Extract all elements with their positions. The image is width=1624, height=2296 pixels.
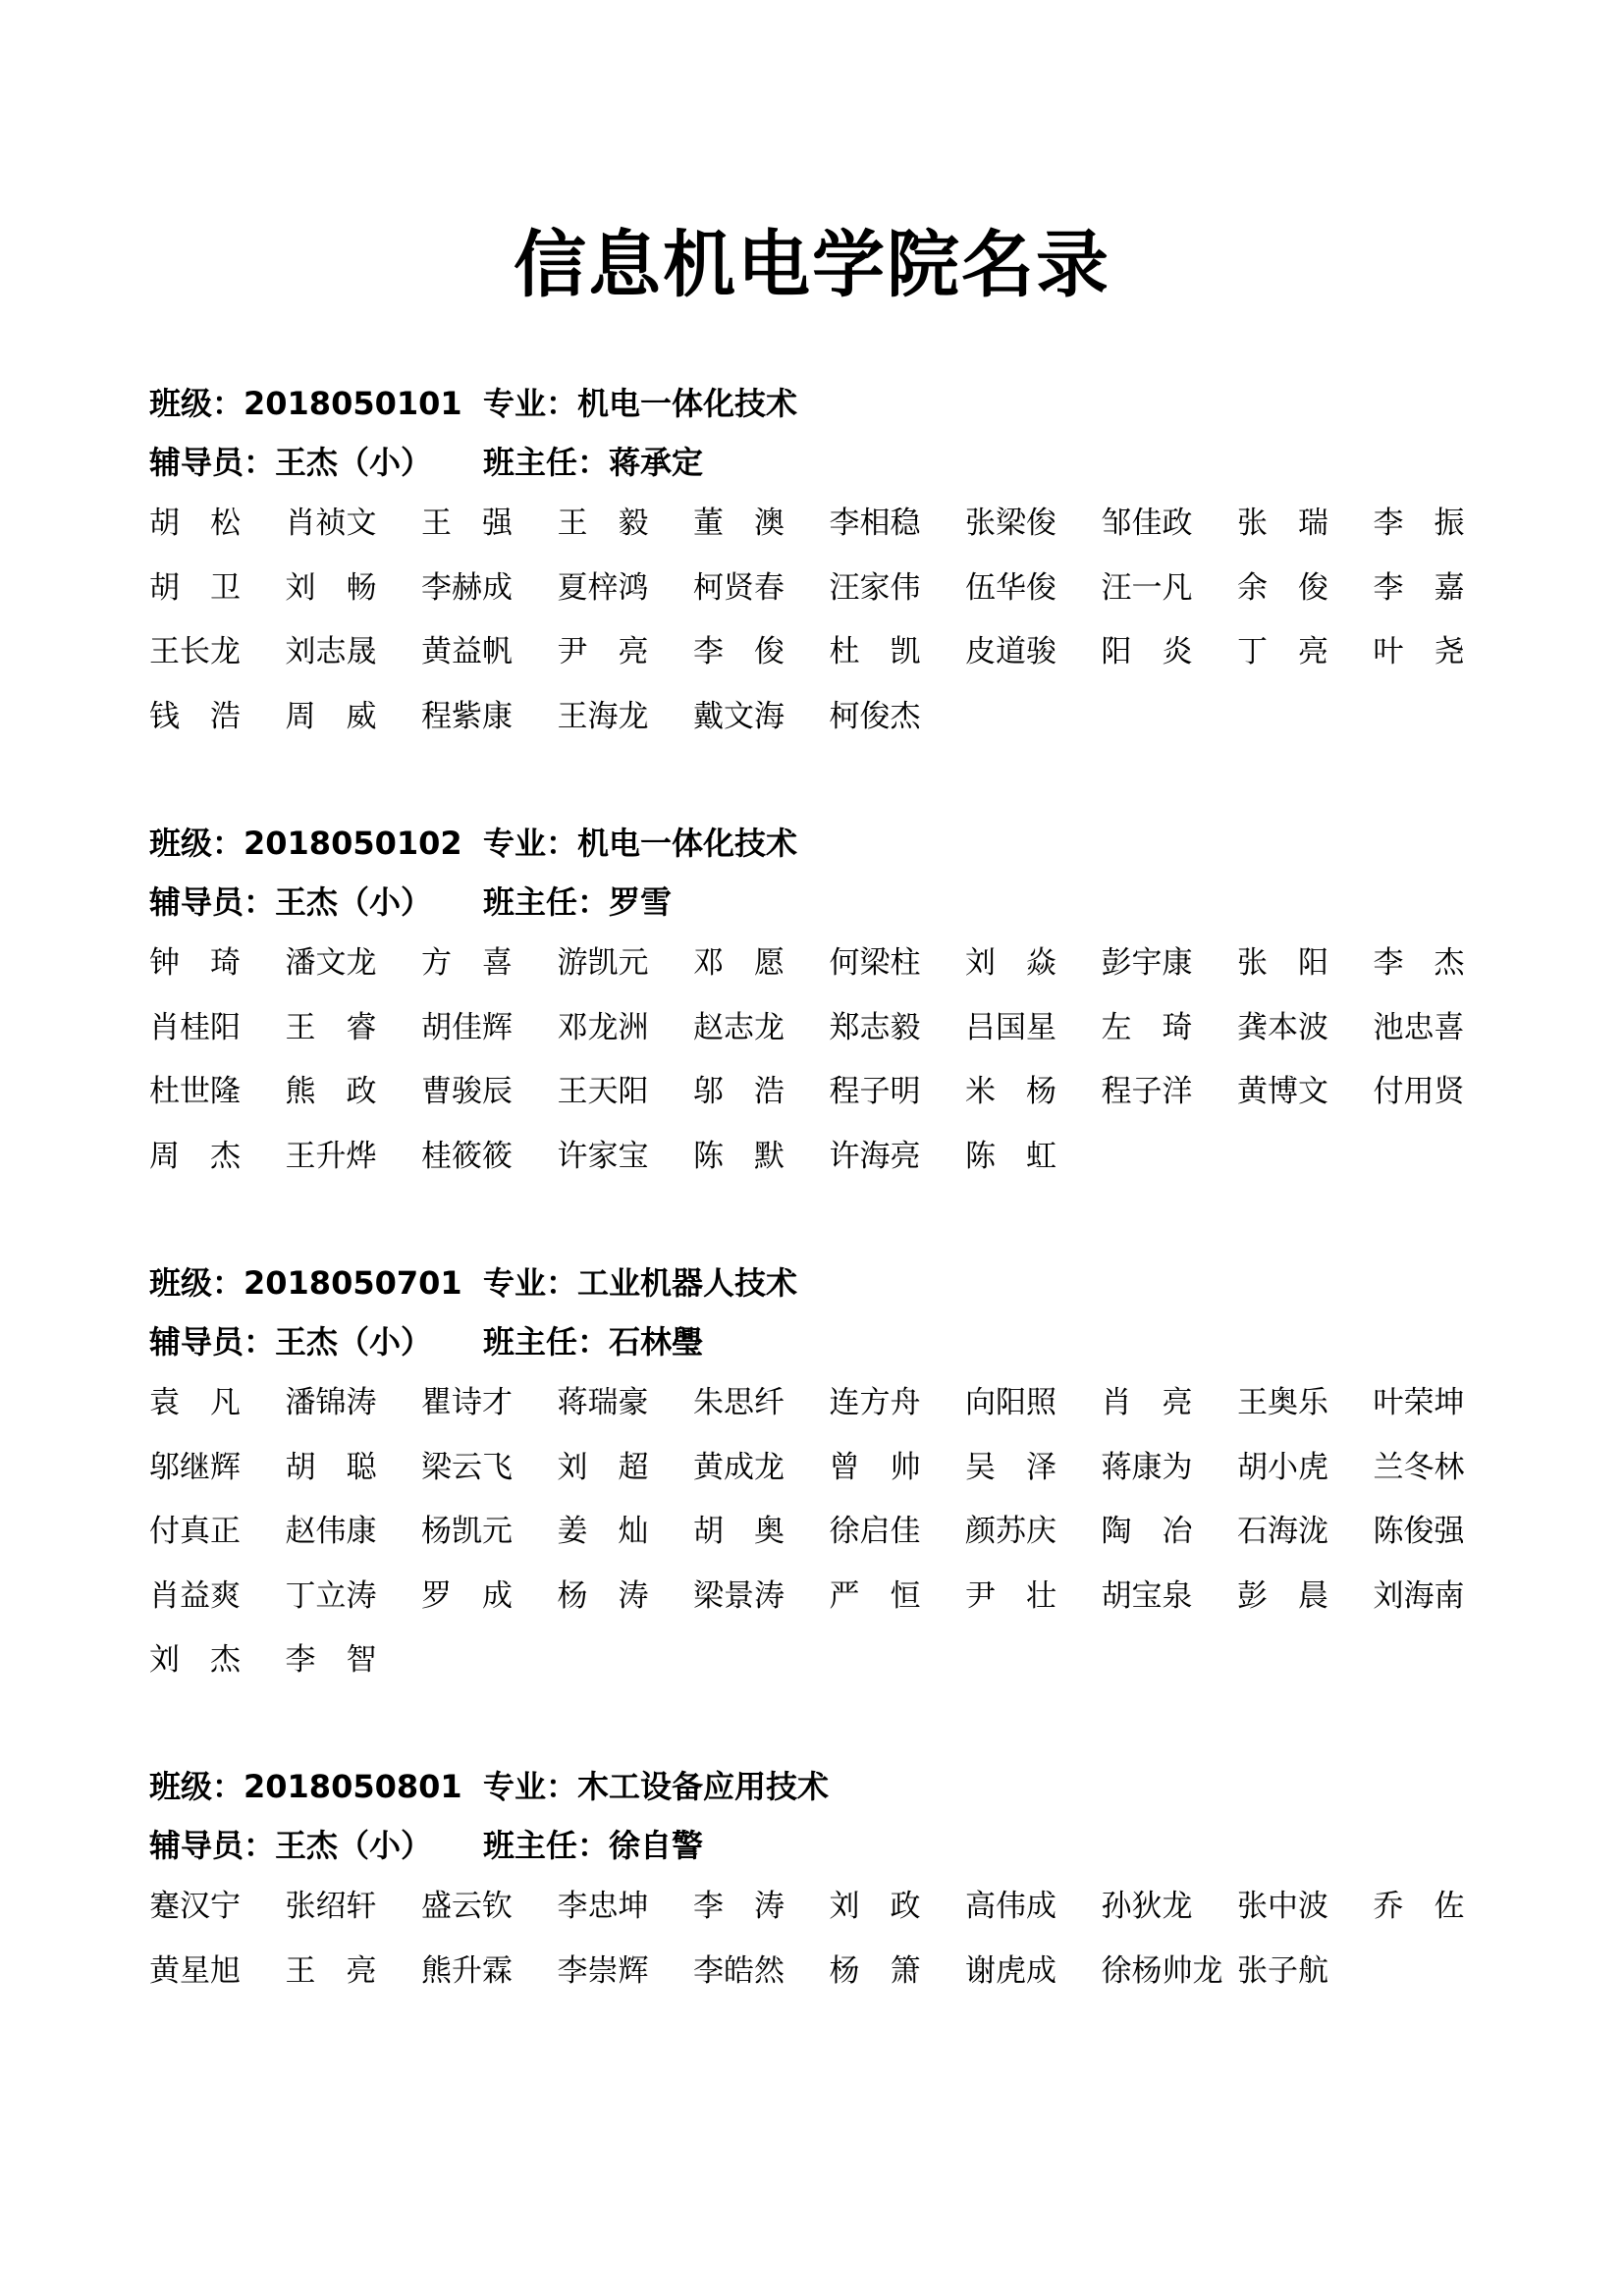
student-name: 刘 焱	[965, 945, 1056, 981]
student-name: 邬继辉	[149, 1449, 241, 1485]
student-name: 尹 壮	[965, 1577, 1056, 1614]
student-name: 李 智	[285, 1642, 377, 1678]
student-name: 尹 亮	[557, 634, 649, 669]
class-section-2018050102	[149, 821, 1485, 1198]
student-name: 兰冬林	[1373, 1449, 1465, 1485]
student-name: 叶荣坤	[1373, 1385, 1465, 1420]
class-section-2018050701	[149, 1260, 1485, 1702]
student-name: 张梁俊	[965, 506, 1056, 541]
student-name: 李 杰	[1373, 945, 1465, 981]
student-name: 连方舟	[829, 1385, 921, 1420]
student-name-list	[149, 1884, 1485, 2012]
counselor-name: 辅导员：王杰（小）	[149, 1323, 433, 1361]
student-name: 肖桂阳	[149, 1009, 241, 1045]
student-name: 吕国星	[965, 1009, 1056, 1045]
student-name: 严 恒	[829, 1577, 921, 1614]
head-teacher-name: 班主任：石林璺	[483, 1323, 704, 1361]
student-name: 陈俊强	[1373, 1514, 1465, 1549]
student-name: 杨凯元	[421, 1514, 513, 1549]
student-name: 夏梓鸿	[557, 569, 649, 606]
student-name: 王 亮	[285, 1952, 377, 1989]
class-number: 班级：2018050102	[149, 825, 462, 862]
major-name: 专业：机电一体化技术	[483, 385, 798, 422]
student-name: 方 喜	[421, 945, 513, 981]
student-name: 程子洋	[1101, 1074, 1193, 1109]
class-section-2018050101	[149, 381, 1485, 758]
student-name: 邓 愿	[693, 945, 785, 981]
student-name: 张 阳	[1237, 945, 1328, 981]
student-name: 米 杨	[965, 1074, 1056, 1109]
student-name: 胡 松	[149, 506, 241, 541]
student-name: 李 涛	[693, 1889, 785, 1924]
student-name: 朱思纤	[693, 1385, 785, 1420]
student-name: 戴文海	[693, 698, 785, 734]
student-name: 李相稳	[829, 506, 921, 541]
student-name: 胡小虎	[1237, 1449, 1328, 1485]
student-name: 钱 浩	[149, 698, 241, 734]
student-name: 李 俊	[693, 634, 785, 669]
student-name: 石海泷	[1237, 1514, 1328, 1549]
student-name: 肖益爽	[149, 1577, 241, 1614]
student-name: 桂筱筱	[421, 1138, 513, 1174]
student-name: 杜世隆	[149, 1074, 241, 1109]
student-name: 邓龙洲	[557, 1009, 649, 1045]
class-info-line	[149, 1260, 1485, 1319]
student-name: 罗 成	[421, 1577, 513, 1614]
student-name: 柯俊杰	[829, 698, 921, 734]
student-name-list	[149, 940, 1485, 1198]
student-name: 胡 奥	[693, 1514, 785, 1549]
student-name: 程子明	[829, 1074, 921, 1109]
student-name: 姜 灿	[557, 1514, 649, 1549]
student-name: 蒋康为	[1101, 1449, 1193, 1485]
student-name: 胡宝泉	[1101, 1577, 1193, 1614]
student-name: 何梁柱	[829, 945, 921, 981]
student-name: 王 毅	[557, 506, 649, 541]
page-title: 信息机电学院名录	[514, 223, 1110, 307]
class-number: 班级：2018050101	[149, 385, 462, 422]
major-name: 专业：机电一体化技术	[483, 825, 798, 862]
class-number: 班级：2018050801	[149, 1768, 462, 1805]
student-name: 丁立涛	[285, 1577, 377, 1614]
student-name: 刘 政	[829, 1889, 921, 1924]
student-name: 张 瑞	[1237, 506, 1328, 541]
student-name: 杜 凯	[829, 634, 921, 669]
student-name: 李 振	[1373, 506, 1465, 541]
student-name: 谢虎成	[965, 1952, 1056, 1989]
student-name: 周 威	[285, 698, 377, 734]
staff-info-line	[149, 880, 1485, 938]
student-name: 李皓然	[693, 1952, 785, 1989]
student-name: 盛云钦	[421, 1889, 513, 1924]
student-name: 梁云飞	[421, 1449, 513, 1485]
student-name: 肖祯文	[285, 506, 377, 541]
student-name: 汪一凡	[1101, 569, 1193, 606]
student-name: 曹骏辰	[421, 1074, 513, 1109]
student-name: 阳 炎	[1101, 634, 1193, 669]
student-name: 刘志晟	[285, 634, 377, 669]
student-name: 黄成龙	[693, 1449, 785, 1485]
student-name: 徐启佳	[829, 1514, 921, 1549]
student-name: 陈 默	[693, 1138, 785, 1174]
class-section-2018050801	[149, 1764, 1485, 2012]
student-name: 张绍轩	[285, 1889, 377, 1924]
student-name: 周 杰	[149, 1138, 241, 1174]
student-name: 潘锦涛	[285, 1385, 377, 1420]
student-name: 董 澳	[693, 506, 785, 541]
student-name: 郑志毅	[829, 1009, 921, 1045]
student-name: 李赫成	[421, 569, 513, 606]
student-name: 杨 箫	[829, 1952, 921, 1989]
student-name: 皮道骏	[965, 634, 1056, 669]
class-number: 班级：2018050701	[149, 1264, 462, 1302]
student-name: 熊升霖	[421, 1952, 513, 1989]
student-name: 彭 晨	[1237, 1577, 1328, 1614]
student-name: 刘海南	[1373, 1577, 1465, 1614]
student-name: 刘 杰	[149, 1642, 241, 1678]
student-name: 丁 亮	[1237, 634, 1328, 669]
student-name: 柯贤春	[693, 569, 785, 606]
student-name: 余 俊	[1237, 569, 1328, 606]
student-name: 高伟成	[965, 1889, 1056, 1924]
student-name: 黄博文	[1237, 1074, 1328, 1109]
student-name: 蹇汉宁	[149, 1889, 241, 1924]
student-name: 赵志龙	[693, 1009, 785, 1045]
student-name: 潘文龙	[285, 945, 377, 981]
student-name: 邹佳政	[1101, 506, 1193, 541]
student-name: 蒋瑞豪	[557, 1385, 649, 1420]
student-name: 王 强	[421, 506, 513, 541]
student-name: 陈 虹	[965, 1138, 1056, 1174]
student-name: 胡 聪	[285, 1449, 377, 1485]
staff-info-line	[149, 1823, 1485, 1882]
student-name: 吴 泽	[965, 1449, 1056, 1485]
counselor-name: 辅导员：王杰（小）	[149, 444, 433, 481]
student-name: 杨 涛	[557, 1577, 649, 1614]
class-info-line	[149, 821, 1485, 880]
student-name: 许家宝	[557, 1138, 649, 1174]
student-name: 王天阳	[557, 1074, 649, 1109]
class-info-line	[149, 381, 1485, 440]
staff-info-line	[149, 1319, 1485, 1378]
student-name: 熊 政	[285, 1074, 377, 1109]
student-name: 李 嘉	[1373, 569, 1465, 606]
student-name: 邬 浩	[693, 1074, 785, 1109]
student-name: 许海亮	[829, 1138, 921, 1174]
student-name: 钟 琦	[149, 945, 241, 981]
student-name: 游凯元	[557, 945, 649, 981]
class-info-line	[149, 1764, 1485, 1823]
major-name: 专业：木工设备应用技术	[483, 1768, 830, 1805]
student-name: 乔 佐	[1373, 1889, 1465, 1924]
staff-info-line	[149, 440, 1485, 499]
student-name: 胡佳辉	[421, 1009, 513, 1045]
student-name: 黄星旭	[149, 1952, 241, 1989]
student-name: 向阳照	[965, 1385, 1056, 1420]
student-name: 叶 尧	[1373, 634, 1465, 669]
student-name: 张子航	[1237, 1952, 1328, 1989]
student-name-list	[149, 1380, 1485, 1702]
student-name: 袁 凡	[149, 1385, 241, 1420]
student-name: 刘 超	[557, 1449, 649, 1485]
student-name: 伍华俊	[965, 569, 1056, 606]
student-name: 付真正	[149, 1514, 241, 1549]
student-name-list	[149, 501, 1485, 758]
student-name: 张中波	[1237, 1889, 1328, 1924]
student-name: 梁景涛	[693, 1577, 785, 1614]
counselor-name: 辅导员：王杰（小）	[149, 883, 433, 921]
student-name: 颜苏庆	[965, 1514, 1056, 1549]
student-name: 曾 帅	[829, 1449, 921, 1485]
student-name: 付用贤	[1373, 1074, 1465, 1109]
student-name: 瞿诗才	[421, 1385, 513, 1420]
head-teacher-name: 班主任：蒋承定	[483, 444, 704, 481]
student-name: 王长龙	[149, 634, 241, 669]
student-name: 龚本波	[1237, 1009, 1328, 1045]
head-teacher-name: 班主任：徐自警	[483, 1827, 704, 1864]
head-teacher-name: 班主任：罗雪	[483, 883, 673, 921]
student-name: 黄益帆	[421, 634, 513, 669]
student-name: 陶 冶	[1101, 1514, 1193, 1549]
student-name: 王奥乐	[1237, 1385, 1328, 1420]
counselor-name: 辅导员：王杰（小）	[149, 1827, 433, 1864]
student-name: 徐杨帅龙	[1101, 1952, 1223, 1989]
student-name: 李忠坤	[557, 1889, 649, 1924]
student-name: 王海龙	[557, 698, 649, 734]
student-name: 刘 畅	[285, 569, 377, 606]
student-name: 池忠喜	[1373, 1009, 1465, 1045]
student-name: 胡 卫	[149, 569, 241, 606]
student-name: 汪家伟	[829, 569, 921, 606]
student-name: 赵伟康	[285, 1514, 377, 1549]
major-name: 专业：工业机器人技术	[483, 1264, 798, 1302]
student-name: 李崇辉	[557, 1952, 649, 1989]
student-name: 孙狄龙	[1101, 1889, 1193, 1924]
student-name: 左 琦	[1101, 1009, 1193, 1045]
student-name: 王升烨	[285, 1138, 377, 1174]
student-name: 程紫康	[421, 698, 513, 734]
student-name: 肖 亮	[1101, 1385, 1193, 1420]
student-name: 彭宇康	[1101, 945, 1193, 981]
student-name: 王 睿	[285, 1009, 377, 1045]
